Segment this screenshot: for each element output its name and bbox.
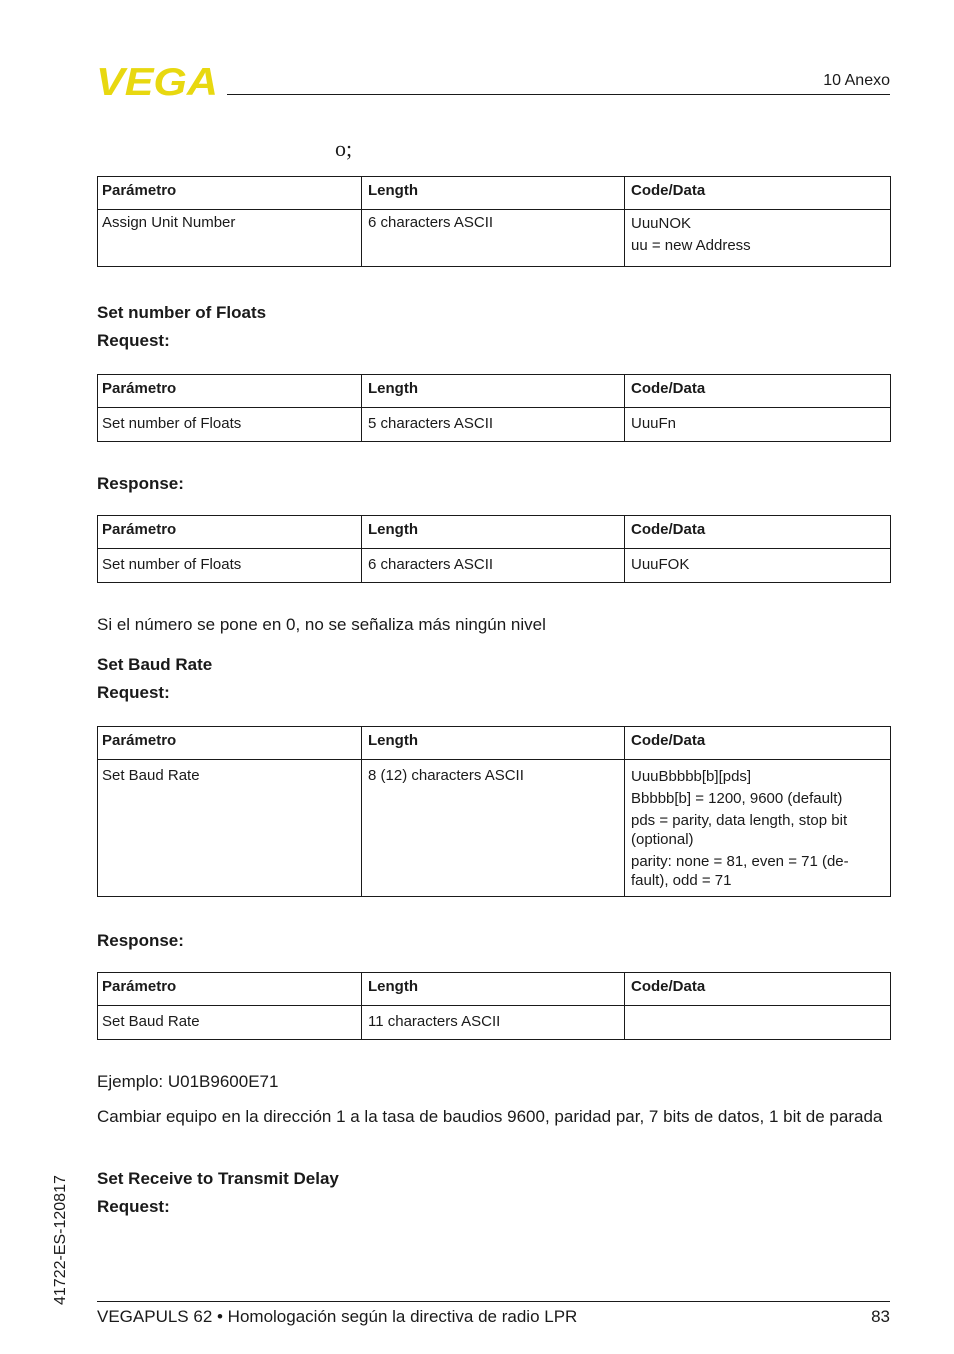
code-line: pds = parity, data length, stop bit (optional) <box>631 812 848 848</box>
col-header-length: Length <box>362 973 625 1006</box>
example-description: Cambiar equipo en la dirección 1 a la tasa de baudios 9600, paridad par, 7 bits de datos, 1 bit de parada <box>97 1107 883 1126</box>
table-header-row <box>98 375 891 408</box>
baud-request-table <box>97 726 891 897</box>
col-header-parametro: Parámetro <box>98 516 362 549</box>
code-line: UuuBbbbb[b][pds] <box>631 768 752 785</box>
col-header-code-data: Code/Data <box>625 973 891 1006</box>
code-line: parity: none = 81, even = 71 (de-fault), odd = 71 <box>631 853 849 889</box>
table-row <box>98 210 891 267</box>
col-header-parametro: Parámetro <box>98 727 362 760</box>
baud-heading: Set Baud Rate <box>97 655 213 674</box>
table-cell: Assign Unit Number <box>98 210 362 267</box>
table-cell: Set Baud Rate <box>98 1006 362 1040</box>
table-header-row <box>98 177 891 210</box>
col-header-code-data: Code/Data <box>625 177 891 210</box>
table-cell <box>625 760 891 897</box>
delay-heading: Set Receive to Transmit Delay <box>97 1169 339 1188</box>
table-cell <box>625 210 891 267</box>
table-header-row <box>98 973 891 1006</box>
baud-response-label: Response: <box>97 931 184 950</box>
table-cell: Set number of Floats <box>98 549 362 583</box>
table-cell <box>625 1006 891 1040</box>
col-header-parametro: Parámetro <box>98 973 362 1006</box>
table-row <box>98 1006 891 1040</box>
example-text: Ejemplo: U01B9600E71 <box>97 1072 279 1091</box>
col-header-parametro: Parámetro <box>98 375 362 408</box>
table-header-row <box>98 727 891 760</box>
col-header-parametro: Parámetro <box>98 177 362 210</box>
baud-response-table <box>97 972 891 1040</box>
code-line: uu = new Address <box>631 237 751 254</box>
floats-note: Si el número se pone en 0, no se señaliza más ningún nivel <box>97 615 546 634</box>
table-row <box>98 408 891 442</box>
svg-text:VEGA: VEGA <box>96 64 218 98</box>
code-line: Bbbbb[b] = 1200, 9600 (default) <box>631 790 843 807</box>
table-row <box>98 549 891 583</box>
table-cell: UuuFn <box>625 408 891 442</box>
document-code: 41722-ES-120817 <box>52 1175 69 1305</box>
table-header-row <box>98 516 891 549</box>
header-section-label: 10 Anexo <box>823 72 890 89</box>
floats-request-table <box>97 374 891 442</box>
table-cell: 8 (12) characters ASCII <box>362 760 625 897</box>
floats-response-label: Response: <box>97 474 184 493</box>
floats-response-table <box>97 515 891 583</box>
col-header-code-data: Code/Data <box>625 375 891 408</box>
table-cell: UuuFOK <box>625 549 891 583</box>
vega-logo <box>96 64 220 98</box>
floats-request-label: Request: <box>97 331 170 350</box>
table-cell: 5 characters ASCII <box>362 408 625 442</box>
header-rule <box>227 94 890 95</box>
assign-unit-table <box>97 176 891 267</box>
col-header-length: Length <box>362 727 625 760</box>
baud-request-label: Request: <box>97 683 170 702</box>
delay-request-label: Request: <box>97 1197 170 1216</box>
code-line: UuuNOK <box>631 215 692 232</box>
table-cell: Set number of Floats <box>98 408 362 442</box>
col-header-length: Length <box>362 375 625 408</box>
col-header-length: Length <box>362 177 625 210</box>
table-row <box>98 760 891 897</box>
col-header-code-data: Code/Data <box>625 727 891 760</box>
col-header-code-data: Code/Data <box>625 516 891 549</box>
footer-title: VEGAPULS 62 • Homologación según la directiva de radio LPR <box>97 1307 578 1326</box>
floats-heading: Set number of Floats <box>97 303 267 322</box>
table-cell: 11 characters ASCII <box>362 1006 625 1040</box>
table-cell: 6 characters ASCII <box>362 210 625 267</box>
stray-text: o; <box>335 136 353 161</box>
table-cell: Set Baud Rate <box>98 760 362 897</box>
footer-rule <box>97 1301 890 1302</box>
table-cell: 6 characters ASCII <box>362 549 625 583</box>
col-header-length: Length <box>362 516 625 549</box>
page-number: 83 <box>871 1307 890 1326</box>
